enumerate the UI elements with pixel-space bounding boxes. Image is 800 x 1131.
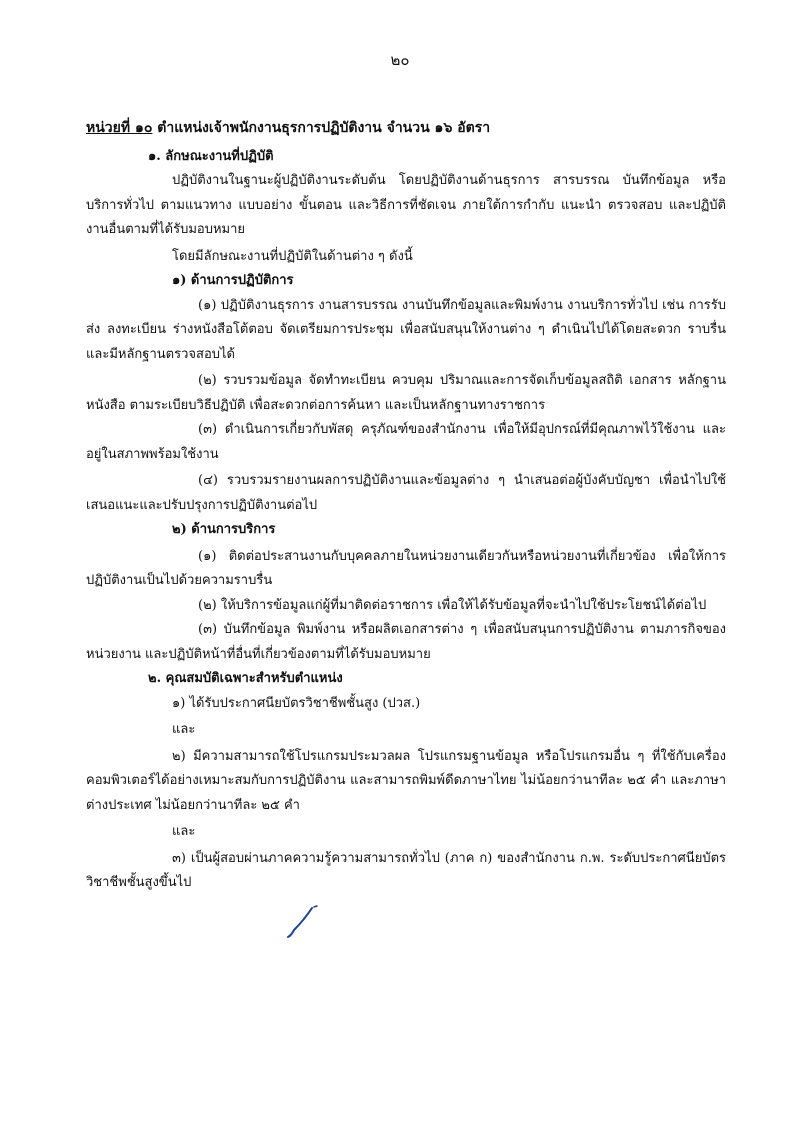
and-connector-1: และ — [172, 722, 196, 737]
sub1-item-3: (๓) ดำเนินการเกี่ยวกับพัสดุ ครุภัณฑ์ของสำนักงาน เพื่อให้มีอุปกรณ์ที่มีคุณภาพไว้ใช้งาน และอยู่ในสภาพพร้อมใช้งาน — [86, 422, 726, 462]
section2-title: ๒. คุณสมบัติเฉพาะสำหรับตำแหน่ง — [148, 671, 343, 686]
sub1-item-2: (๒) รวบรวมข้อมูล จัดทำทะเบียน ควบคุม ปริมาณและการจัดเก็บข้อมูลสถิติ เอกสาร หลักฐาน หนังสือ ตามระเบียบวิธีปฏิบัติ เพื่อสะดวกต่อการค้นหา และเป็นหลักฐานทางราชการ — [86, 373, 726, 413]
sub2-item-3: (๓) บันทึกข้อมูล พิมพ์งาน หรือผลิตเอกสารต่าง ๆ เพื่อสนับสนุนการปฏิบัติงาน ตามภารกิจของหน่วยงาน และปฏิบัติหน้าที่อื่นที่เกี่ยวข้องตามที่ได้รับมอบหมาย — [86, 622, 726, 662]
unit-heading — [86, 116, 726, 141]
sub2-item-2: (๒) ให้บริการข้อมูลแก่ผู้ที่มาติดต่อราชการ เพื่อให้ได้รับข้อมูลที่จะนำไปใช้ประโยชน์ได้ต่อไป — [198, 597, 707, 613]
sub1-title: ๑) ด้านการปฏิบัติการ — [172, 273, 294, 288]
section1-lead: โดยมีลักษณะงานที่ปฏิบัติในด้านต่าง ๆ ดังนี้ — [172, 248, 413, 264]
page-number: ๒๐ — [390, 51, 410, 69]
section1-intro: ปฏิบัติงานในฐานะผู้ปฏิบัติงานระดับต้น โดยปฏิบัติงานด้านธุรการ สารบรรณ บันทึกข้อมูล หรือบริการทั่วไป ตามแนวทาง แบบอย่าง ขั้นตอน และวิธีการที่ชัดเจน ภายใต้การกำกับ แนะนำ ตรวจสอบ และปฏิบัติงานอื่นตามที่ได้รับมอบหมาย — [86, 173, 726, 237]
sub1-item-4: (๔) รวบรวมรายงานผลการปฏิบัติงานและข้อมูลต่าง ๆ นำเสนอต่อผู้บังคับบัญชา เพื่อนำไปใช้เสนอแนะและปรับปรุงการปฏิบัติงานต่อไป — [86, 473, 726, 513]
qualification-2: ๒) มีความสามารถใช้โปรแกรมประมวลผล โปรแกรมฐานข้อมูล หรือโปรแกรมอื่น ๆ ที่ใช้กับเครื่องคอมพิวเตอร์ได้อย่างเหมาะสมกับการปฏิบัติงาน และสามารถพิมพ์ดีดภาษาไทย ไม่น้อยกว่านาทีละ ๒๕ คำ และภาษาต่างประเทศ ไม่น้อยกว่านาทีละ ๒๕ คำ — [86, 748, 726, 813]
document-body — [86, 116, 726, 896]
unit-label: หน่วยที่ ๑๐ — [86, 120, 153, 136]
section1-title: ๑. ลักษณะงานที่ปฏิบัติ — [148, 148, 274, 164]
sub2-title: ๒) ด้านการบริการ — [172, 522, 276, 537]
signature-mark — [282, 904, 322, 940]
and-connector-2: และ — [172, 824, 196, 839]
unit-title: ตำแหน่งเจ้าพนักงานธุรการปฏิบัติงาน จำนวน ๑๖ อัตรา — [152, 120, 491, 136]
qualification-1: ๑) ได้รับประกาศนียบัตรวิชาชีพชั้นสูง (ปวส.) — [172, 695, 421, 711]
sub1-item-1: (๑) ปฏิบัติงานธุรการ งานสารบรรณ งานบันทึกข้อมูลและพิมพ์งาน งานบริการทั่วไป เช่น การรับส่ง ลงทะเบียน ร่างหนังสือโต้ตอบ จัดเตรียมการประชุม เพื่อสนับสนุนให้งานต่าง ๆ ดำเนินไปได้โดยสะดวก ราบรื่น และมีหลักฐานตรวจสอบได้ — [86, 297, 726, 362]
sub2-item-1: (๑) ติดต่อประสานงานกับบุคคลภายในหน่วยงานเดียวกันหรือหน่วยงานที่เกี่ยวข้อง เพื่อให้การปฏิบัติงานเป็นไปด้วยความราบรื่น — [86, 548, 726, 588]
qualification-3: ๓) เป็นผู้สอบผ่านภาคความรู้ความสามารถทั่วไป (ภาค ก) ของสำนักงาน ก.พ. ระดับประกาศนียบัตรวิชาชีพชั้นสูงขึ้นไป — [86, 850, 726, 890]
